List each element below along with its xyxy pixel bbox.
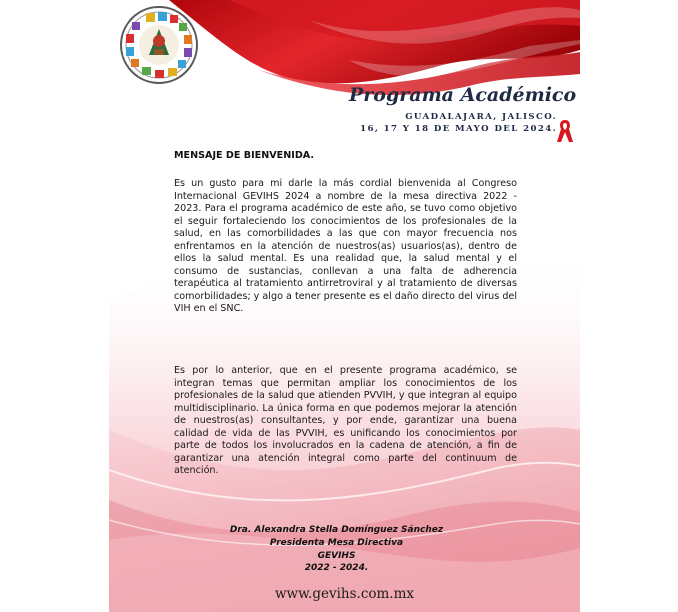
signer-role: Presidenta Mesa Directiva [269,537,404,548]
gevihs-logo [116,5,202,85]
paragraph: Es un gusto para mi darle la más cordial bienvenida al Congreso Internacional GEVIHS 2024 a nombre de la mesa directiva 2022 - 2023. Para el programa académico de este año, se tuvo como objetivo el seguir fortaleciendo los conocimientos de los profesionales de la salud, en las comorbilidades a las que con mayor frecuencia nos enfrentamos en la atención de nuestros(as) usuarios(as), dentro de ellos la salud mental. Es una realidad que, la salud mental y el consumo de sustancias, conllevan a una falta de adherencia terapéutica al tratamiento antirretroviral y al tratamiento de diversas comorbilidades; y algo a tener presente es el daño directo del virus del VIH en el SNC. [174,178,517,315]
signer-period: 2022 - 2024. [304,563,369,574]
website-link[interactable]: www.gevihs.com.mx [274,586,415,602]
document-title: Programa Académico [349,84,577,106]
event-dates: 16, 17 Y 18 DE MAYO DEL 2024. [360,124,557,134]
event-location: GUADALAJARA, JALISCO. [405,112,557,122]
paragraph: Es por lo anterior, que en el presente programa académico, se integran temas que permitan ampliar los conocimientos de los profesionales de la salud que atienden PVVIH, y que integran al equipo multidisciplinario. La única forma en que podemos mejorar la atención de nuestros(as) consultantes, y por ende, garantizar una buena calidad de vida de las PVVIH, es unificando los conocimientos por parte de todos los involucrados en la cadena de atención, a fin de garantizar una atención integral como parte del continuum de atención. [174,365,517,477]
signer-org: GEVIHS [317,550,356,561]
red-awareness-ribbon-icon [556,118,574,144]
signature-block [189,524,484,575]
section-heading: MENSAJE DE BIENVENIDA. [174,150,315,161]
document-page [109,0,580,612]
signer-name: Dra. Alexandra Stella Domínguez Sánchez [229,525,444,535]
